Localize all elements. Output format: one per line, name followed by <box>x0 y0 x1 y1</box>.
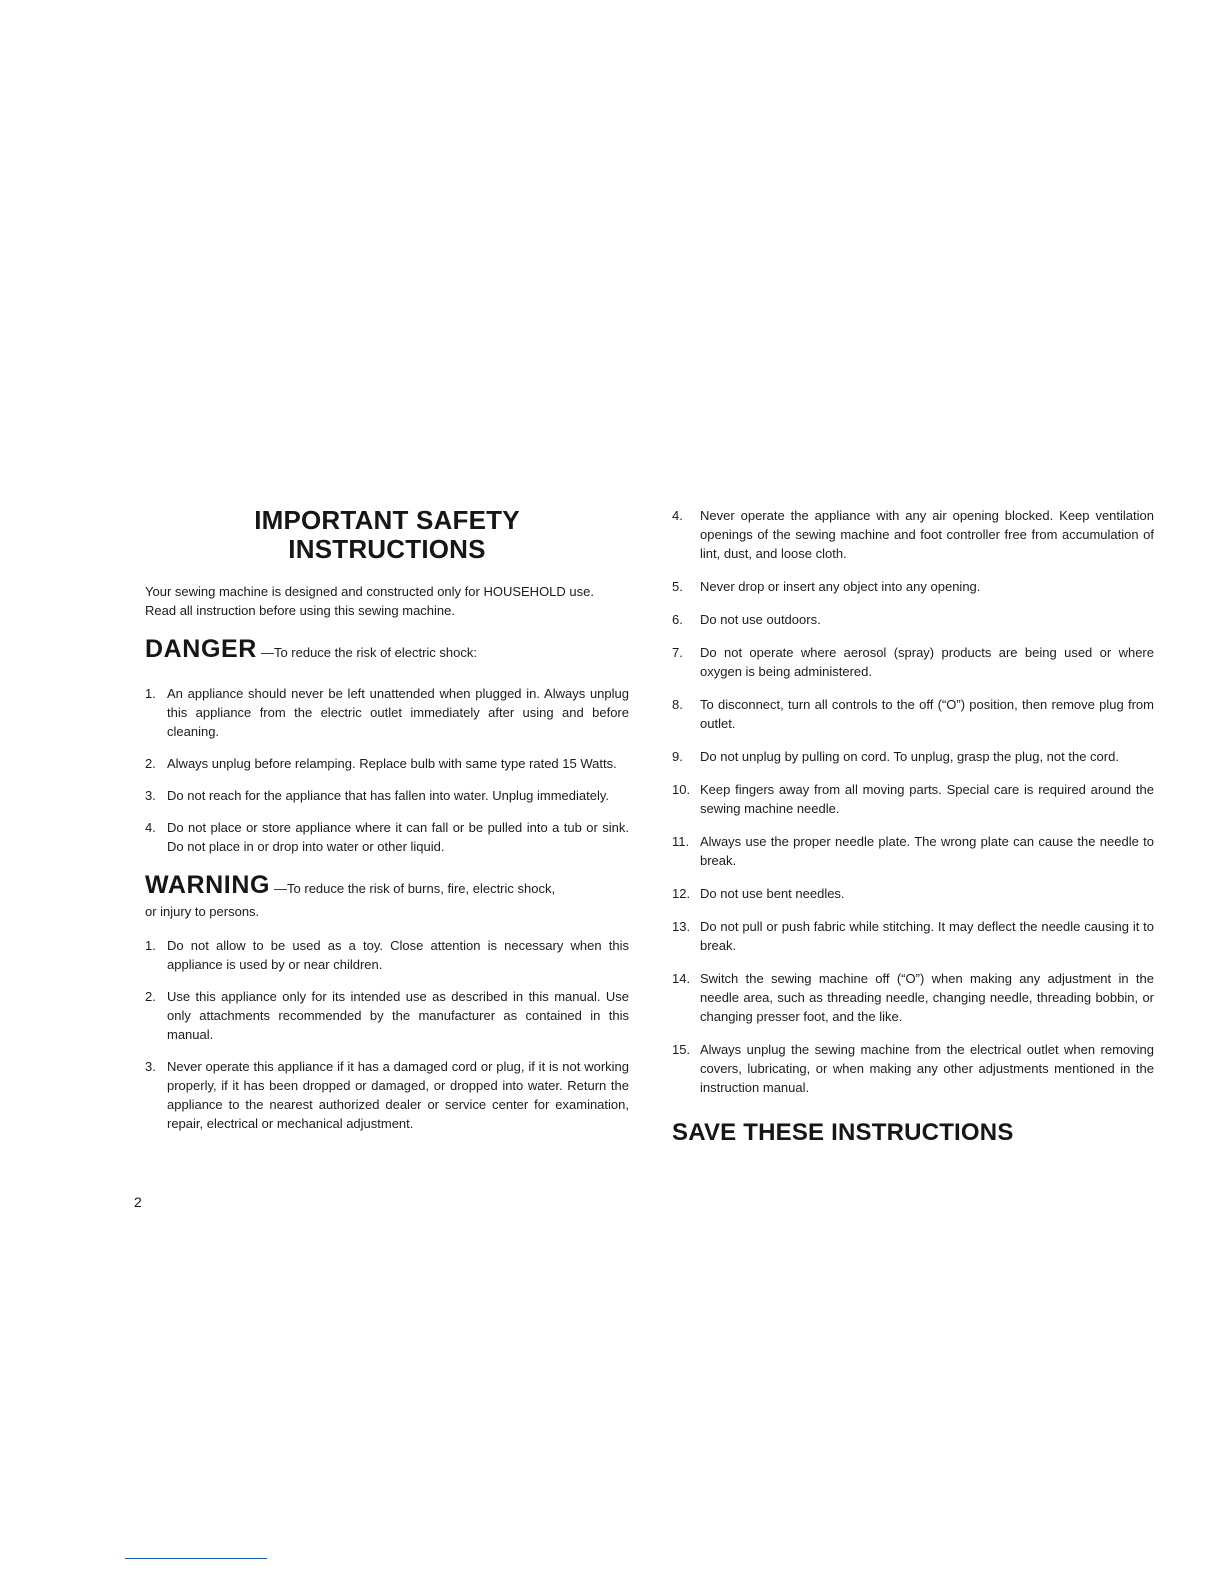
item-text: Do not allow to be used as a toy. Close attention is necessary when this appliance is used by or near children. <box>167 938 629 972</box>
list-item <box>145 987 629 1044</box>
warning-heading <box>145 870 629 904</box>
list-item <box>672 917 1154 955</box>
item-text: Always unplug the sewing machine from the electrical outlet when removing covers, lubricating, or when making any other adjustments mentioned in the instruction manual. <box>700 1042 1154 1095</box>
item-text: Switch the sewing machine off (“O”) when making any adjustment in the needle area, such as threading needle, changing needle, threading bobbin, or changing presser foot, and the like. <box>700 971 1154 1024</box>
danger-subtext: —To reduce the risk of electric shock: <box>260 645 477 660</box>
list-item <box>672 747 1154 766</box>
item-number: 3. <box>145 788 156 803</box>
item-number: 15. <box>672 1042 691 1057</box>
list-item <box>672 577 1154 596</box>
warning-label: WARNING <box>145 871 271 899</box>
item-number: 1. <box>145 938 156 953</box>
item-text: Never drop or insert any object into any opening. <box>700 579 981 594</box>
item-number: 2. <box>145 756 156 771</box>
item-number: 13. <box>672 919 691 934</box>
item-number: 5. <box>672 579 683 594</box>
warning-subtext-continued: or injury to persons. <box>145 904 260 919</box>
list-item <box>672 610 1154 629</box>
item-number: 4. <box>672 508 683 523</box>
item-number: 14. <box>672 971 691 986</box>
bottom-divider <box>125 1558 267 1559</box>
intro-line-1: Your sewing machine is designed and constructed only for HOUSEHOLD use. <box>145 584 594 599</box>
item-text: To disconnect, turn all controls to the off (“O”) position, then remove plug from outlet. <box>700 697 1154 731</box>
list-item <box>672 780 1154 818</box>
warning-list <box>145 936 629 1133</box>
list-item <box>672 832 1154 870</box>
item-number: 2. <box>145 989 156 1004</box>
item-number: 3. <box>145 1059 156 1074</box>
danger-list <box>145 684 629 856</box>
item-text: Always use the proper needle plate. The wrong plate can cause the needle to break. <box>700 834 1154 868</box>
page-number: 2 <box>134 1194 142 1210</box>
item-number: 7. <box>672 645 683 660</box>
item-number: 6. <box>672 612 683 627</box>
item-text: Do not unplug by pulling on cord. To unplug, grasp the plug, not the cord. <box>700 749 1119 764</box>
item-text: Do not pull or push fabric while stitching. It may deflect the needle causing it to break. <box>700 919 1154 953</box>
page-title <box>145 506 629 564</box>
item-text: An appliance should never be left unattended when plugged in. Always unplug this appliance from the electric outlet immediately after using and before cleaning. <box>167 686 629 739</box>
list-item <box>145 786 629 805</box>
item-number: 1. <box>145 686 156 701</box>
item-number: 12. <box>672 886 691 901</box>
continued-warning-list <box>672 506 1154 1097</box>
danger-heading <box>145 634 629 668</box>
list-item <box>145 818 629 856</box>
title-line-2: INSTRUCTIONS <box>288 534 486 564</box>
save-instructions-heading: SAVE THESE INSTRUCTIONS <box>672 1119 1014 1146</box>
item-text: Do not use outdoors. <box>700 612 821 627</box>
item-number: 11. <box>672 834 690 849</box>
item-text: Keep fingers away from all moving parts. Special care is required around the sewing machine needle. <box>700 782 1154 816</box>
title-line-1: IMPORTANT SAFETY <box>254 505 520 535</box>
item-text: Do not place or store appliance where it can fall or be pulled into a tub or sink. Do not place in or drop into water or other liquid. <box>167 820 629 854</box>
warning-subtext: —To reduce the risk of burns, fire, electric shock, <box>274 881 556 896</box>
item-text: Use this appliance only for its intended use as described in this manual. Use only attachments recommended by the manufacturer as contained in this manual. <box>167 989 629 1042</box>
list-item <box>145 936 629 974</box>
item-text: Do not reach for the appliance that has fallen into water. Unplug immediately. <box>167 788 610 803</box>
item-text: Always unplug before relamping. Replace bulb with same type rated 15 Watts. <box>167 756 617 771</box>
item-text: Do not use bent needles. <box>700 886 845 901</box>
item-text: Do not operate where aerosol (spray) products are being used or where oxygen is being administered. <box>700 645 1154 679</box>
item-number: 9. <box>672 749 683 764</box>
item-text: Never operate the appliance with any air opening blocked. Keep ventilation openings of the sewing machine and foot controller free from accumulation of lint, dust, and loose cloth. <box>700 508 1154 561</box>
intro-paragraph <box>145 582 629 620</box>
left-column <box>145 500 629 1133</box>
list-item <box>145 754 629 773</box>
intro-line-2: Read all instruction before using this sewing machine. <box>145 603 456 618</box>
right-column <box>672 500 1154 1147</box>
list-item <box>672 969 1154 1026</box>
list-item <box>672 695 1154 733</box>
danger-label: DANGER <box>145 635 257 663</box>
list-item <box>145 684 629 741</box>
list-item <box>672 643 1154 681</box>
item-number: 4. <box>145 820 156 835</box>
item-number: 8. <box>672 697 683 712</box>
list-item <box>145 1057 629 1133</box>
list-item <box>672 1040 1154 1097</box>
item-text: Never operate this appliance if it has a damaged cord or plug, if it is not working properly, if it has been dropped or damaged, or dropped into water. Return the appliance to the nearest authorized dealer or service center for examination, repair, electrical or mechanical adjustment. <box>167 1059 629 1131</box>
list-item <box>672 506 1154 563</box>
item-number: 10. <box>672 782 691 797</box>
list-item <box>672 884 1154 903</box>
